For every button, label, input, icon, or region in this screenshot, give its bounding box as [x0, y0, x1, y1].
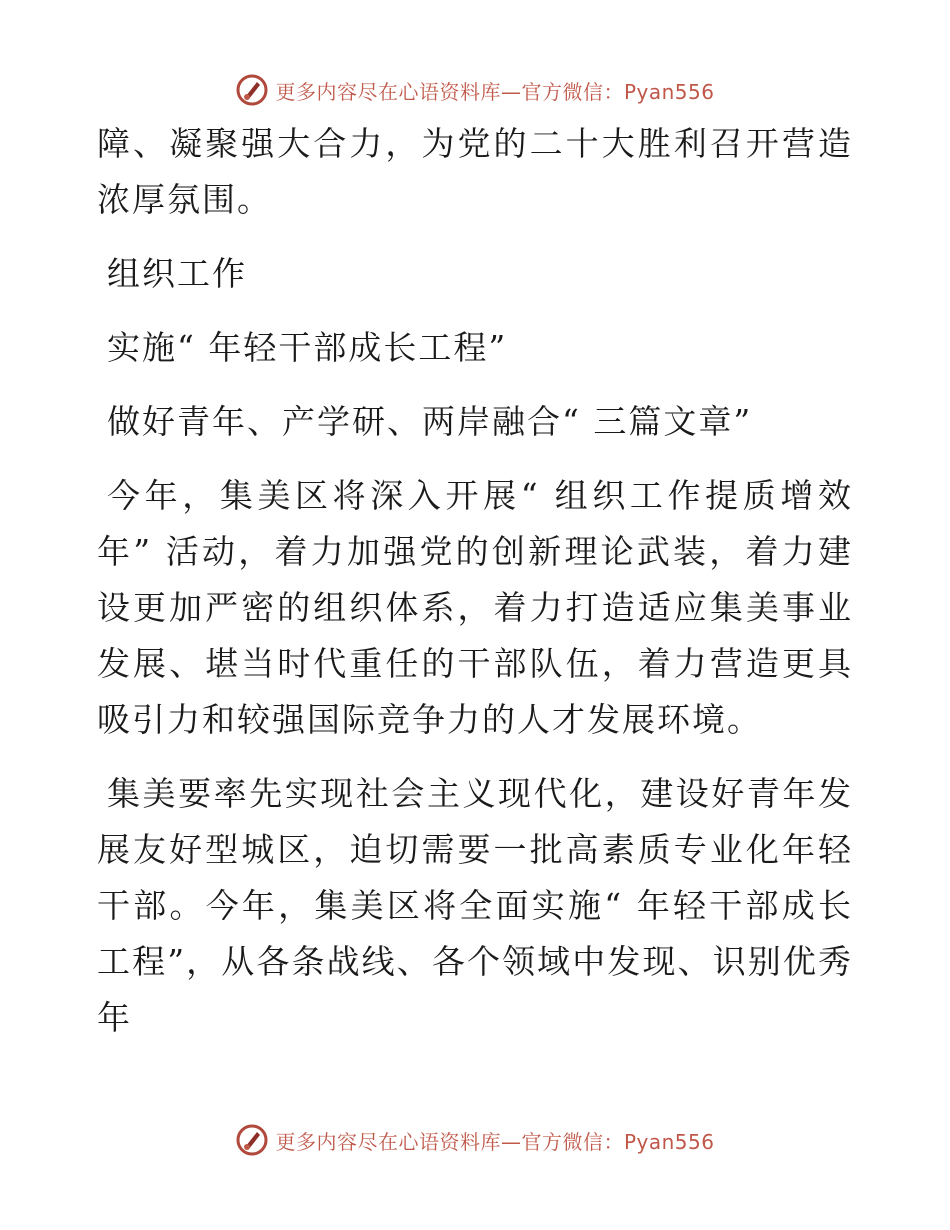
- watermark-text: 更多内容尽在心语资料库—官方微信：Pyan556: [275, 1129, 715, 1154]
- watermark-footer: [0, 1120, 950, 1160]
- watermark-header: [0, 70, 950, 110]
- watermark-logo-icon: [235, 73, 269, 107]
- subheading-2: 做好青年、产学研、两岸融合“ 三篇文章”: [107, 402, 753, 441]
- paragraph-continuation: 障、凝聚强大合力，为党的二十大胜利召开营造浓厚氛围。: [97, 124, 853, 219]
- watermark-logo-icon: [235, 1123, 269, 1157]
- paragraph-organization-work: 今年，集美区将深入开展“ 组织工作提质增效年” 活动，着力加强党的创新理论武装，着力建设更加严密的组织体系，着力打造适应集美事业发展、堪当时代重任的干部队伍，着力营造更具吸引力和较强国际竞争力的人才发展环境。: [97, 476, 853, 739]
- section-heading: 组织工作: [107, 254, 247, 293]
- document-body: [97, 116, 853, 1064]
- subheading-1: 实施“ 年轻干部成长工程”: [107, 328, 508, 367]
- paragraph-young-cadres: 集美要率先实现社会主义现代化，建设好青年发展友好型城区，迫切需要一批高素质专业化年轻干部。今年，集美区将全面实施“ 年轻干部成长工程”，从各条战线、各个领域中发现、识别优秀年: [97, 774, 853, 1037]
- watermark-text: 更多内容尽在心语资料库—官方微信：Pyan556: [275, 79, 715, 104]
